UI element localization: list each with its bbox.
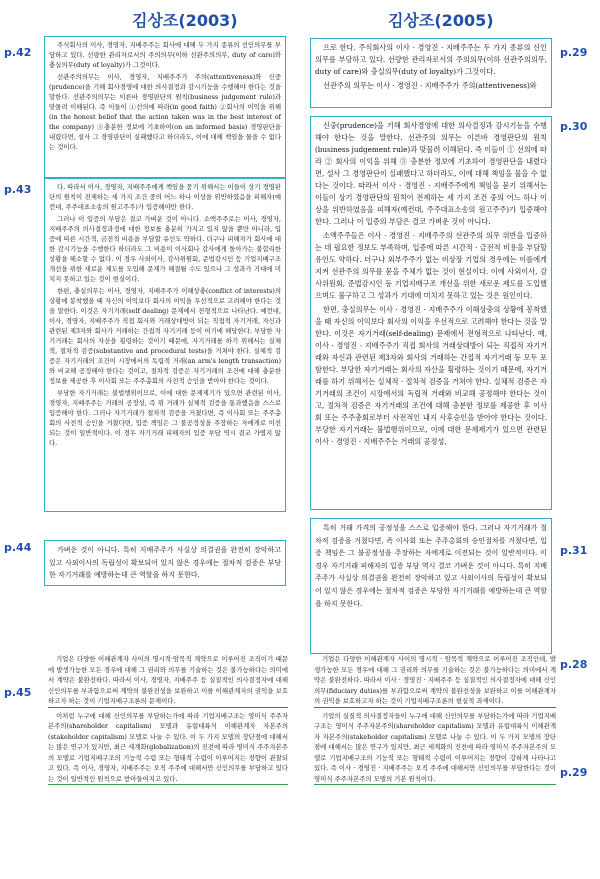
paragraph: 그러나 이 입증의 부담은 결코 가벼운 것이 아니다. 소액주주로는 이사, 경영자, 지배주주의 의사결정과정에 대한 정보를 충분히 가지고 있지 않을 뿐만 아니라, 입증에 따른 시간적, 금전적 비용을 부담할 유인도 약하다. 더구나 피해자가 회사에 대한 감시기능을 수행한다 하더라도 그 비용이 이사회나 감사에게 돌아가는 불합리한 상황을 해소할 수 없다. 이 경우 사외이사, 감사위원회, 준법감시인 등 기업지배구조 개선을 위한 새로운 제도를 도입해 문제가 해결될 수도 있으나 그 성과가 기대에 미치지 못하고 있는 것이 현실이다.: [49, 215, 281, 283]
right-box-p30: [310, 116, 552, 510]
paragraph: 기업은 다양한 이해관계자 사이의 명시적·암묵적 계약으로 이루어진 조직이기 때문에 발생가능한 모든 경우에 대해 그 권리와 의무를 기술하는 것은 불가능하다는 의미에서 계약은 불완전하다. 따라서 이사, 경영자, 지배주주 등 실질적인 의사결정자에 대해 신인의무를 부과함으로써 계약의 불완전성을 보완하고 이를 이해관계자의 권익을 보호하고자 하는 것이 기업지배구조론의 문제이다.: [48, 654, 288, 708]
right-plain-text: [312, 654, 558, 868]
left-header: 김상조(2003): [132, 11, 238, 30]
page-ref-p30: p.30: [560, 120, 588, 133]
right-box-p29: [310, 38, 552, 108]
page-ref-p45: p.45: [4, 686, 32, 699]
page-ref-p31: p.31: [560, 544, 588, 557]
right-box-p31: [310, 518, 552, 654]
page-ref-p28: p.28: [560, 658, 588, 671]
paragraph: 기업은 다양한 이해관계자 사이의 명시적 · 암묵적 계약으로 이루어진 조직인데, 발생가능한 모든 경우에 대해 그 권리와 의무를 기술하는 것은 불가능하다는 의미에서 계약은 불완전하다. 따라서 이사 · 경영진 · 지배주주 등 실질적인 의사결정자에 대해 신인의무(fiduciary duties)를 부과함으로써 계약의 불완전성을 보완하고 이를 이해관계자의 권익을 보호하고자 하는 것이 기업지배구조론의 현실적 과제이다.: [314, 654, 556, 708]
left-box-p42: [44, 36, 286, 178]
paragraph: 신중(prudence)을 기해 회사경영에 대한 의사결정과 감시기능을 수행해야 한다는 것을 말한다. 선관주의 의무는 이른바 경영판단의 원칙(business judgement rule)과 맞물려 이해된다. 즉 이들이 ① 선의에 따라 ② 회사의 이익을 위해 ③ 충분한 정보에 기초하여 경영판단을 내렸다면, 설사 그 경영판단이 실패했다고 하더라도, 이에 대해 책임을 물을 수 없다는 것이다. 따라서 이사 · 경영진 · 지배주주에게 책임을 묻기 위해서는 이들이 상기 경영판단의 원칙이 전제하는 세 가지 조건 중의 어느 하나 이상을 위반하였음을 피해자(예컨대, 주주대표소송의 원고주주)가 입증해야 한다. 그러나 이 입증의 부담은 결코 가벼운 것이 아니다.: [315, 121, 547, 226]
paragraph: 부당한 자기거래는 불법행위이므로, 이에 대한 문제제기가 있으면 관련된 이사, 경영자, 지배주주는 거래의 공정성, 즉 위 거래가 실체적 검증을 통과했음을 스스로 입증해야 한다. 그러나 자기거래가 절차적 검증을 거쳤다면, 즉 이사회 또는 주주총회의 사전적 승인을 거쳤다면, 입증 책임은 그 불공정성을 주장하는 자에게로 이전되는 것이 일반적이다. 이 경우 자기거래 피해자의 입증 부담 역시 결코 가볍지 않다.: [49, 389, 281, 447]
right-header: 김상조(2005): [388, 11, 494, 30]
paragraph: 한편, 충실의무는 이사, 경영자, 지배주주가 이해상충(conflict of interests)의 상황에 봉착했을 때 자신의 이익보다 회사의 이익을 우선적으로 고려해야 한다는 것을 말한다. 이것은 자기거래(self dealing) 문제에서 전형적으로 나타난다. 예컨대, 이사, 경영자, 지배주주가 직접 회사와 거래상대방이 되는 직접적 자기거래, 자신과 관련된 제3자와 회사가 거래하는 간접적 자기거래 등이 여기에 해당한다. 부당한 자기거래는 회사의 자산을 횡령하는 것이기 때문에, 자기거래를 하기 위해서는 실체적, 절차적 검증(substantive and procedural tests)을 거쳐야 한다. 실체적 검증은 자기거래의 조건이 시장에서의 독립적 거래(an arm's length transaction)와 비교해 공정해야 한다는 것이고, 절차적 검증은 자기거래의 조건에 대해 충분한 정보를 제공한 후 이사회 또는 주주총회의 사전적 승인을 받아야 한다는 것이다.: [49, 287, 281, 385]
page-ref-p43: p.43: [4, 183, 32, 196]
paragraph: 소액주주들은 이사 · 경영진 · 지배주주의 선관주의 의무 위반을 입증하는 데 필요한 정보도 부족하며, 입증에 따른 시간적 · 금전적 비용을 부담할 유인도 약하다. 더구나 외부주주가 없는 비상장 기업의 경우에는 이를에게 지켜 선관주의 의무를 묻을 주체가 없는 것이 현실이다. 이에 사외이사, 감사위원회, 준법감시인 등 기업지배구조 개선을 위한 새로운 제도를 도입했으며도 불구하고 그 성과가 기대에 미치지 못하고 있는 것은 원인이다.: [315, 231, 547, 300]
page-ref-p42: p.42: [4, 46, 32, 59]
page-ref-p29b: p.29: [560, 766, 588, 779]
left-plain-text: [46, 654, 290, 868]
left-box-p44: [44, 540, 286, 586]
paragraph: 선관주의의무는 이사, 경영자, 지배주주가 주의(attentiveness)와 신중(prudence)을 기해 회사경영에 대한 의사결정과 감시기능을 수행해야 한다는 것을 말한다. 선관주의의무는 이른바 경영판단의 원칙(business judgement rule)과 맞물려 이해된다. 즉 이들이 ①선의에 따라(in good faith) ②회사의 이익을 위해(in the honest belief that the action taken was in the best interest of the company) ③충분한 정보에 기초하여(on an informed basis) 경영판단을 내렸다면, 설사 그 경영판단이 실패했다고 하더라도, 이에 대해 책임을 물을 수 없다는 것이다.: [49, 73, 281, 151]
paragraph: 주식회사의 이사, 경영자, 지배주주는 회사에 대해 두 가지 종류의 선인의무를 부담하고 있다. 선량한 관리자로서의 주의의무(이하 선관주의의무, duty of care)와 충실의무(duty of loyalty)가 그것이다.: [49, 41, 281, 69]
paragraph: 특히 거래 가격의 공정성을 스스로 입증해야 한다. 그러나 자기거래가 절차적 검증을 거쳤다면, 즉 이사회 또는 주주총회의 승인절차를 거쳤다면, 입증 책임은 그 불공정성을 주장하는 자에게로 이전되는 것이 일반적이다. 이 경우 자기거래 피해자의 입증 부담 역시 결코 가벼운 것이 아니다. 특히 지배주주가 사실상 의결권을 완전히 장악하고 있고 사외이사의 독립성이 확보되어 있지 않은 경우에는 절차적 검증은 부당한 자기거래를 예방하는데 큰 역할을 하지 못한다.: [315, 524, 547, 608]
paragraph: 한편, 충실의무는 이사 · 경영진 · 지배주주가 이해상충의 상황에 봉착했을 때 자신의 이익보다 회사의 이익을 우선적으로 고려해야 한다는 것을 말한다. 이것은 자기거래(self-dealing) 문제에서 전형적으로 나타난다. 예, 이사 · 경영진 · 지배주주가 직접 회사의 거래상대방이 되는 직접적 자기거래와 자신과 관련된 제3자와 회사의 거래하는 간접적 자기거래 등 모두 포함한다. 부당한 자기거래는 회사의 자산을 횡령하는 것이기 때문에, 자기거래를 하기 위해서는 실체적 · 절차적 검증을 거쳐야 한다. 실체적 검증은 자기거래의 조건이 시장에서의 독립적 거래와 비교해 공정해야 한다는 것이고, 절차적 검증은 자기거래의 조건에 대해 충분한 정보를 제공한 후 이사회 또는 주주총회로부터 사전적인 내지 사후승인을 받아야 한다는 것이다. 부당한 자기거래는 불법행위이므로, 이에 대한 문제제기가 있으면 관련된 이사 · 경영진 · 지배주주는 거래의 공정성,: [315, 305, 547, 446]
paragraph: 기업의 실질적 의사결정자들이 누구에 대해 신인의무를 부담하는가에 따라 기업지배구조는 영미식 주주자본주의(shareholder capitalism) 모델과 유럽대륙식 이해관계자 자본주의(stakeholder capitalism) 모델로 나눌 수 있다. 이 두 가지 모델의 장단점에 대해서는 많은 연구가 있지만, 최근 세계화의 진전에 따라 영미식 주주자본주의 모델로 기업지배구조의 기능적 또는 형태적 수렴이 이루어지는 경향이 강하게 나타나고 있다. 즉 이사 · 경영진 · 지배주주는 오직 주주에 대해서만 신인의무를 부담한다는 것이 영미식 주주자본주의 모델의 기본 원칙이다.: [314, 711, 556, 786]
left-box-p43: [44, 178, 286, 512]
page-ref-p29: p.29: [560, 46, 588, 59]
paragraph: 이처럼 누구에 대해 신인의무를 부담하는가에 따라 기업지배구조는 영미식 주주자본주의(shareholder capitalism) 모델과 유럽대륙식 이해관계자 자본주의(stakeholder capitalism) 모델로 나눌 수 있다. 이 두 가지 모델의 장단점에 대해서는 많은 연구가 있지만, 최근 세계화(globalization)의 진전에 따라 영미식 주주자본주의 모델로 기업지배구조의 기능적 수렴 또는 형태적 수렴이 이루어지는 경향이 관찰되고 있다. 즉 이사, 경영자, 지배주주는 오직 주주에 대해서만 신인의무를 부담하고 있다는 것이 일반적인 원칙으로 받아들여지고 있다.: [48, 711, 288, 786]
page-ref-p44: p.44: [4, 541, 32, 554]
paragraph: 가벼운 것이 아니다. 특히 지배주주가 사실상 의결권을 완전히 장악하고 있고 사외이사의 독립성이 확보되어 있지 않은 경우에는 절차적 검증은 부당한 자기거래를 예방하는데 큰 역할을 하지 못한다.: [49, 546, 281, 580]
paragraph: 으로 한다. 주식회사의 이사 · 경영진 · 지배주주는 두 가지 종류의 신인의무를 부담하고 있다. 선량한 관리자로서의 주의의무(이하 선관주의의무, duty of care)와 충실의무(duty of loyalty)가 그것이다.: [315, 43, 547, 76]
paragraph: 선관주의 의무는 이사 · 경영진 · 지배주주가 주의(attentiveness)와: [323, 81, 537, 90]
paragraph: 다. 따라서 이사, 경영자, 지배주주에게 책임을 묻기 위해서는 이들이 상기 경영판단의 원칙이 전제하는 세 가지 조건 중의 어느 하나 이상을 위반하였음을 피해자(예컨대, 주주대표소송의 원고주주)가 입증해야만 한다.: [49, 183, 281, 211]
